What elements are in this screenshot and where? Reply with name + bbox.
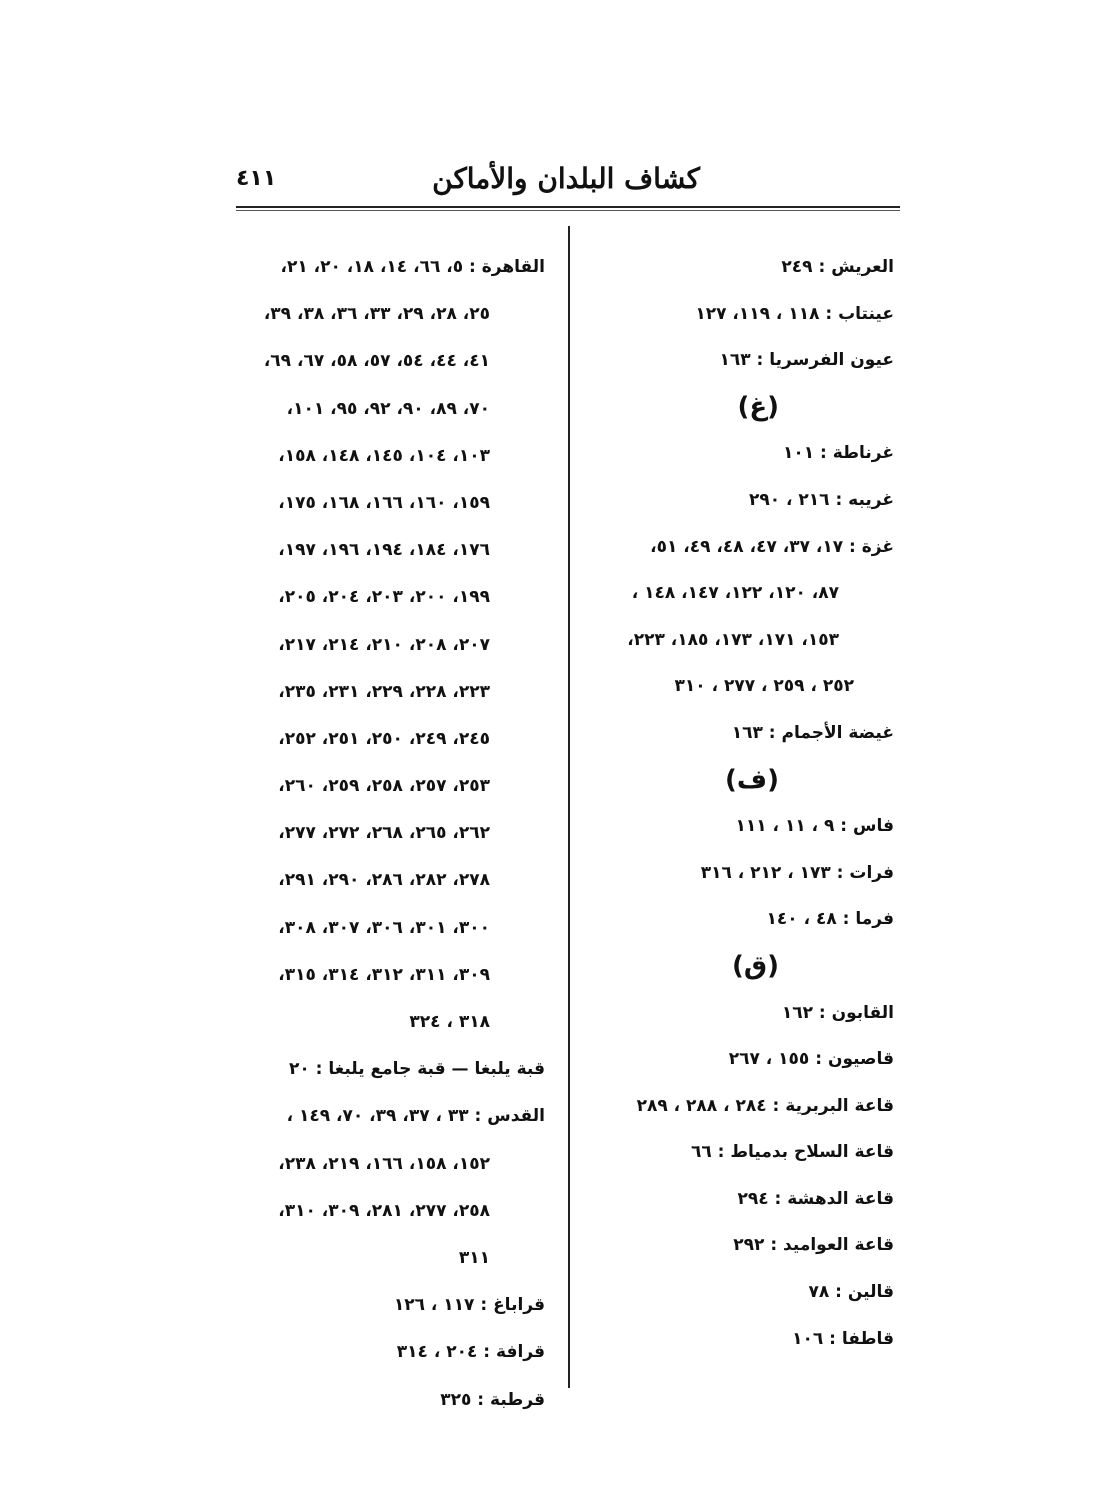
index-entry-line: ٢٥، ٢٨، ٢٩، ٣٣، ٣٦، ٣٨، ٣٩، — [263, 304, 490, 325]
index-entry-line: قاعة السلاح بدمياط : ٦٦ — [690, 1142, 894, 1163]
page-header — [236, 160, 900, 200]
index-entry-line: قالين : ٧٨ — [808, 1282, 894, 1303]
index-entry-line: ١٧٦، ١٨٤، ١٩٤، ١٩٦، ١٩٧، — [278, 540, 490, 561]
index-column-right — [579, 244, 894, 1362]
index-entry-line: عيون الفرسريا : ١٦٣ — [719, 350, 894, 371]
index-entry-line: غزة : ١٧، ٣٧، ٤٧، ٤٨، ٤٩، ٥١، — [650, 536, 894, 557]
index-entry-line: فاس : ٩ ، ١١ ، ١١١ — [735, 816, 894, 837]
index-entry-line: قاطفا : ١٠٦ — [792, 1328, 894, 1349]
index-entry-line: ٣١١ — [458, 1247, 490, 1268]
index-entry-line: غريبه : ٢١٦ ، ٢٩٠ — [748, 489, 894, 510]
index-entry-line: فرات : ١٧٣ ، ٢١٢ ، ٣١٦ — [700, 862, 894, 883]
index-entry-line: غرناطة : ١٠١ — [782, 443, 894, 464]
index-entry-line: ٢٢٣، ٢٢٨، ٢٢٩، ٢٣١، ٢٣٥، — [278, 681, 490, 702]
index-entry-line: عينتاب : ١١٨ ، ١١٩، ١٢٧ — [695, 303, 894, 324]
index-entry-line: قاعة البربرية : ٢٨٤ ، ٢٨٨ ، ٢٨٩ — [636, 1095, 894, 1116]
index-entry-line: ٢٤٥، ٢٤٩، ٢٥٠، ٢٥١، ٢٥٢، — [278, 728, 490, 749]
index-entry-line: ٣١٨ ، ٣٢٤ — [409, 1012, 490, 1032]
index-entry-line: قراباغ : ١١٧ ، ١٢٦ — [393, 1295, 545, 1316]
index-entry-line: قرافة : ٢٠٤ ، ٣١٤ — [396, 1342, 545, 1363]
index-column-left — [230, 244, 545, 1424]
index-entry-line: ٢٧٨، ٢٨٢، ٢٨٦، ٢٩٠، ٢٩١، — [278, 870, 490, 891]
header-rule — [236, 206, 900, 211]
index-entry-line: ١٩٩، ٢٠٠، ٢٠٣، ٢٠٤، ٢٠٥، — [278, 587, 490, 608]
index-entry-line: قاصيون : ١٥٥ ، ٢٦٧ — [728, 1049, 894, 1070]
index-entry-line: العريش : ٢٤٩ — [781, 257, 894, 277]
index-entry-line: قبة يلبغا — قبة جامع يلبغا : ٢٠ — [288, 1059, 545, 1080]
index-entry-line: ١٠٣، ١٠٤، ١٤٥، ١٤٨، ١٥٨، — [278, 445, 490, 466]
index-entry-line: ٣٠٩، ٣١١، ٣١٢، ٣١٤، ٣١٥، — [278, 964, 490, 985]
letter-heading: (ق) — [731, 950, 779, 981]
index-entry-line: ٤١، ٤٤، ٥٤، ٥٧، ٥٨، ٦٧، ٦٩، — [263, 351, 490, 372]
index-entry-line: القدس : ٣٣ ، ٣٧، ٣٩، ٧٠، ١٤٩ ، — [286, 1106, 545, 1127]
index-entry-line: ٢٠٧، ٢٠٨، ٢١٠، ٢١٤، ٢١٧، — [278, 634, 490, 655]
index-entry-line: قاعة العواميد : ٢٩٢ — [733, 1235, 894, 1256]
index-entry-line: ٣٠٠، ٣٠١، ٣٠٦، ٣٠٧، ٣٠٨، — [278, 917, 490, 938]
index-entry-line: قاعة الدهشة : ٢٩٤ — [737, 1188, 894, 1209]
index-entry-line: القابون : ١٦٢ — [781, 1002, 894, 1023]
index-entry-line: ٢٥٢ ، ٢٥٩ ، ٢٧٧ ، ٣١٠ — [674, 676, 854, 697]
letter-heading: (غ) — [737, 391, 779, 422]
index-entry-line: القاهرة : ٥، ٦٦، ١٤، ١٨، ٢٠، ٢١، — [280, 257, 545, 277]
index-entry-line: ٧٠، ٨٩، ٩٠، ٩٢، ٩٥، ١٠١، — [286, 398, 490, 419]
index-entry-line: ٢٦٢، ٢٦٥، ٢٦٨، ٢٧٢، ٢٧٧، — [278, 823, 490, 844]
index-entry-line: ٢٥٨، ٢٧٧، ٢٨١، ٣٠٩، ٣١٠، — [278, 1200, 490, 1221]
page-title: كشاف البلدان والأماكن — [432, 162, 700, 195]
index-entry-line: ١٥٩، ١٦٠، ١٦٦، ١٦٨، ١٧٥، — [278, 492, 490, 513]
letter-heading: (ف) — [725, 764, 779, 795]
index-entry-line: ١٥٣، ١٧١، ١٧٣، ١٨٥، ٢٢٣، — [627, 629, 839, 650]
index-entry-line: غيضة الأجمام : ١٦٣ — [731, 722, 894, 743]
page-number: ٤١١ — [236, 166, 277, 191]
index-entry-line: قرطبة : ٣٢٥ — [440, 1389, 545, 1410]
index-entry-line: ١٥٢، ١٥٨، ١٦٦، ٢١٩، ٢٣٨، — [278, 1153, 490, 1174]
index-entry-line: ٨٧، ١٢٠، ١٢٢، ١٤٧، ١٤٨ ، — [631, 583, 839, 604]
index-entry-line: ٢٥٣، ٢٥٧، ٢٥٨، ٢٥٩، ٢٦٠، — [278, 776, 490, 797]
column-divider — [568, 226, 570, 1388]
index-entry-line: فرما : ٤٨ ، ١٤٠ — [766, 909, 894, 930]
